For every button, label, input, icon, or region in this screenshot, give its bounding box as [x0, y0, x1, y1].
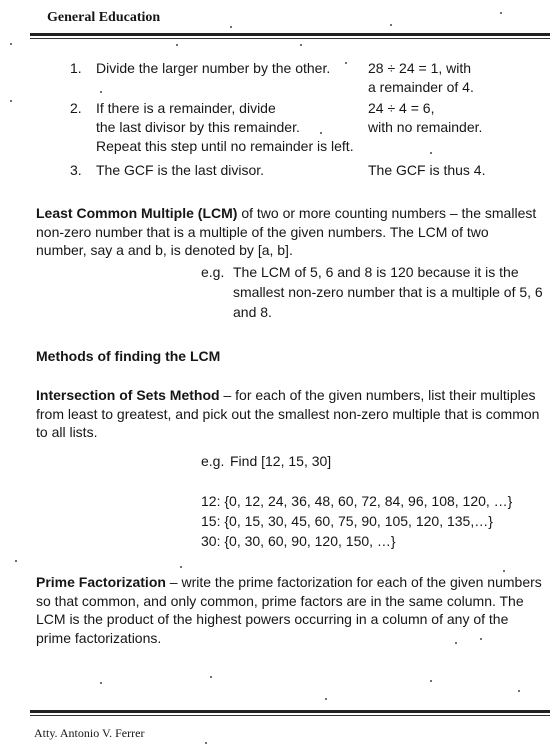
- scan-speck: [345, 62, 347, 64]
- lcm-term: Least Common Multiple (LCM): [36, 205, 238, 221]
- step-number: 2.: [70, 100, 82, 116]
- footer-rule-thin: [30, 715, 550, 716]
- eg-line: smallest non-zero number that is a multiple of 5, 6: [233, 284, 543, 300]
- eg-line: The LCM of 5, 6 and 8 is 120 because it is the: [233, 264, 519, 280]
- prime-factorization: [36, 573, 542, 647]
- intersection-term: Intersection of Sets Method: [36, 387, 220, 403]
- lcm-definition: [36, 204, 542, 260]
- scan-speck: [500, 12, 502, 14]
- eg-line: and 8.: [233, 304, 272, 320]
- header-title: General Education: [47, 10, 161, 25]
- eg-title: Find [12, 15, 30]: [230, 453, 332, 469]
- scan-speck: [480, 638, 482, 640]
- step-example: with no remainder.: [368, 119, 483, 135]
- scan-speck: [100, 91, 102, 93]
- scan-speck: [180, 566, 182, 568]
- step-number: 1.: [70, 60, 82, 76]
- scan-speck: [320, 132, 322, 134]
- scan-speck: [10, 100, 12, 102]
- prime-term: Prime Factorization: [36, 574, 166, 590]
- lcm-text: of two or more counting numbers – the smallest non-zero number that is a multiple of the given numbers. The LCM of two number, say a and b, is denoted by [a, b].: [36, 205, 537, 258]
- methods-heading: Methods of finding the LCM: [36, 348, 221, 364]
- header-rule: [30, 33, 550, 36]
- eg-label: e.g.: [201, 453, 225, 469]
- intersection-method: [36, 386, 542, 442]
- step-text: If there is a remainder, divide: [96, 100, 276, 116]
- footer-author: Atty. Antonio V. Ferrer: [34, 726, 145, 740]
- set-line: 15: {0, 15, 30, 45, 60, 75, 90, 105, 120, 135,…}: [201, 513, 493, 529]
- scan-speck: [10, 43, 12, 45]
- scan-speck: [430, 680, 432, 682]
- scan-speck: [205, 742, 207, 744]
- prime-text: – write the prime factorization for each of the given numbers so that common, and only common, prime factors are in the same column. The LCM is the product of the highest powers occurring in a column of any of the prime factorizations.: [36, 574, 542, 646]
- footer-rule: [30, 710, 550, 713]
- scan-speck: [100, 682, 102, 684]
- step-example: The GCF is thus 4.: [368, 162, 486, 178]
- scan-speck: [300, 44, 302, 46]
- scan-speck: [390, 24, 392, 26]
- step-text: The GCF is the last divisor.: [96, 162, 265, 178]
- intersection-text: – for each of the given numbers, list their multiples from least to greatest, and pick out the smallest non-zero multiple that is common to all lists.: [36, 387, 540, 440]
- scan-speck: [210, 676, 212, 678]
- scan-speck: [176, 44, 178, 46]
- step-text: Repeat this step until no remainder is left.: [96, 138, 354, 154]
- set-line: 30: {0, 30, 60, 90, 120, 150, …}: [201, 533, 396, 549]
- step-example: a remainder of 4.: [368, 79, 474, 95]
- eg-label: e.g.: [201, 264, 225, 280]
- scan-speck: [325, 698, 327, 700]
- step-text: Divide the larger number by the other.: [96, 60, 331, 76]
- step-example: 24 ÷ 4 = 6,: [368, 100, 435, 116]
- header-rule-thin: [30, 38, 550, 39]
- scan-speck: [455, 642, 457, 644]
- scan-speck: [503, 570, 505, 572]
- scan-speck: [518, 690, 520, 692]
- step-number: 3.: [70, 162, 82, 178]
- scan-speck: [230, 26, 232, 28]
- scan-speck: [430, 152, 432, 154]
- set-line: 12: {0, 12, 24, 36, 48, 60, 72, 84, 96, 108, 120, …}: [201, 493, 513, 509]
- step-example: 28 ÷ 24 = 1, with: [368, 60, 472, 76]
- scan-speck: [15, 560, 17, 562]
- step-text: the last divisor by this remainder.: [96, 119, 300, 135]
